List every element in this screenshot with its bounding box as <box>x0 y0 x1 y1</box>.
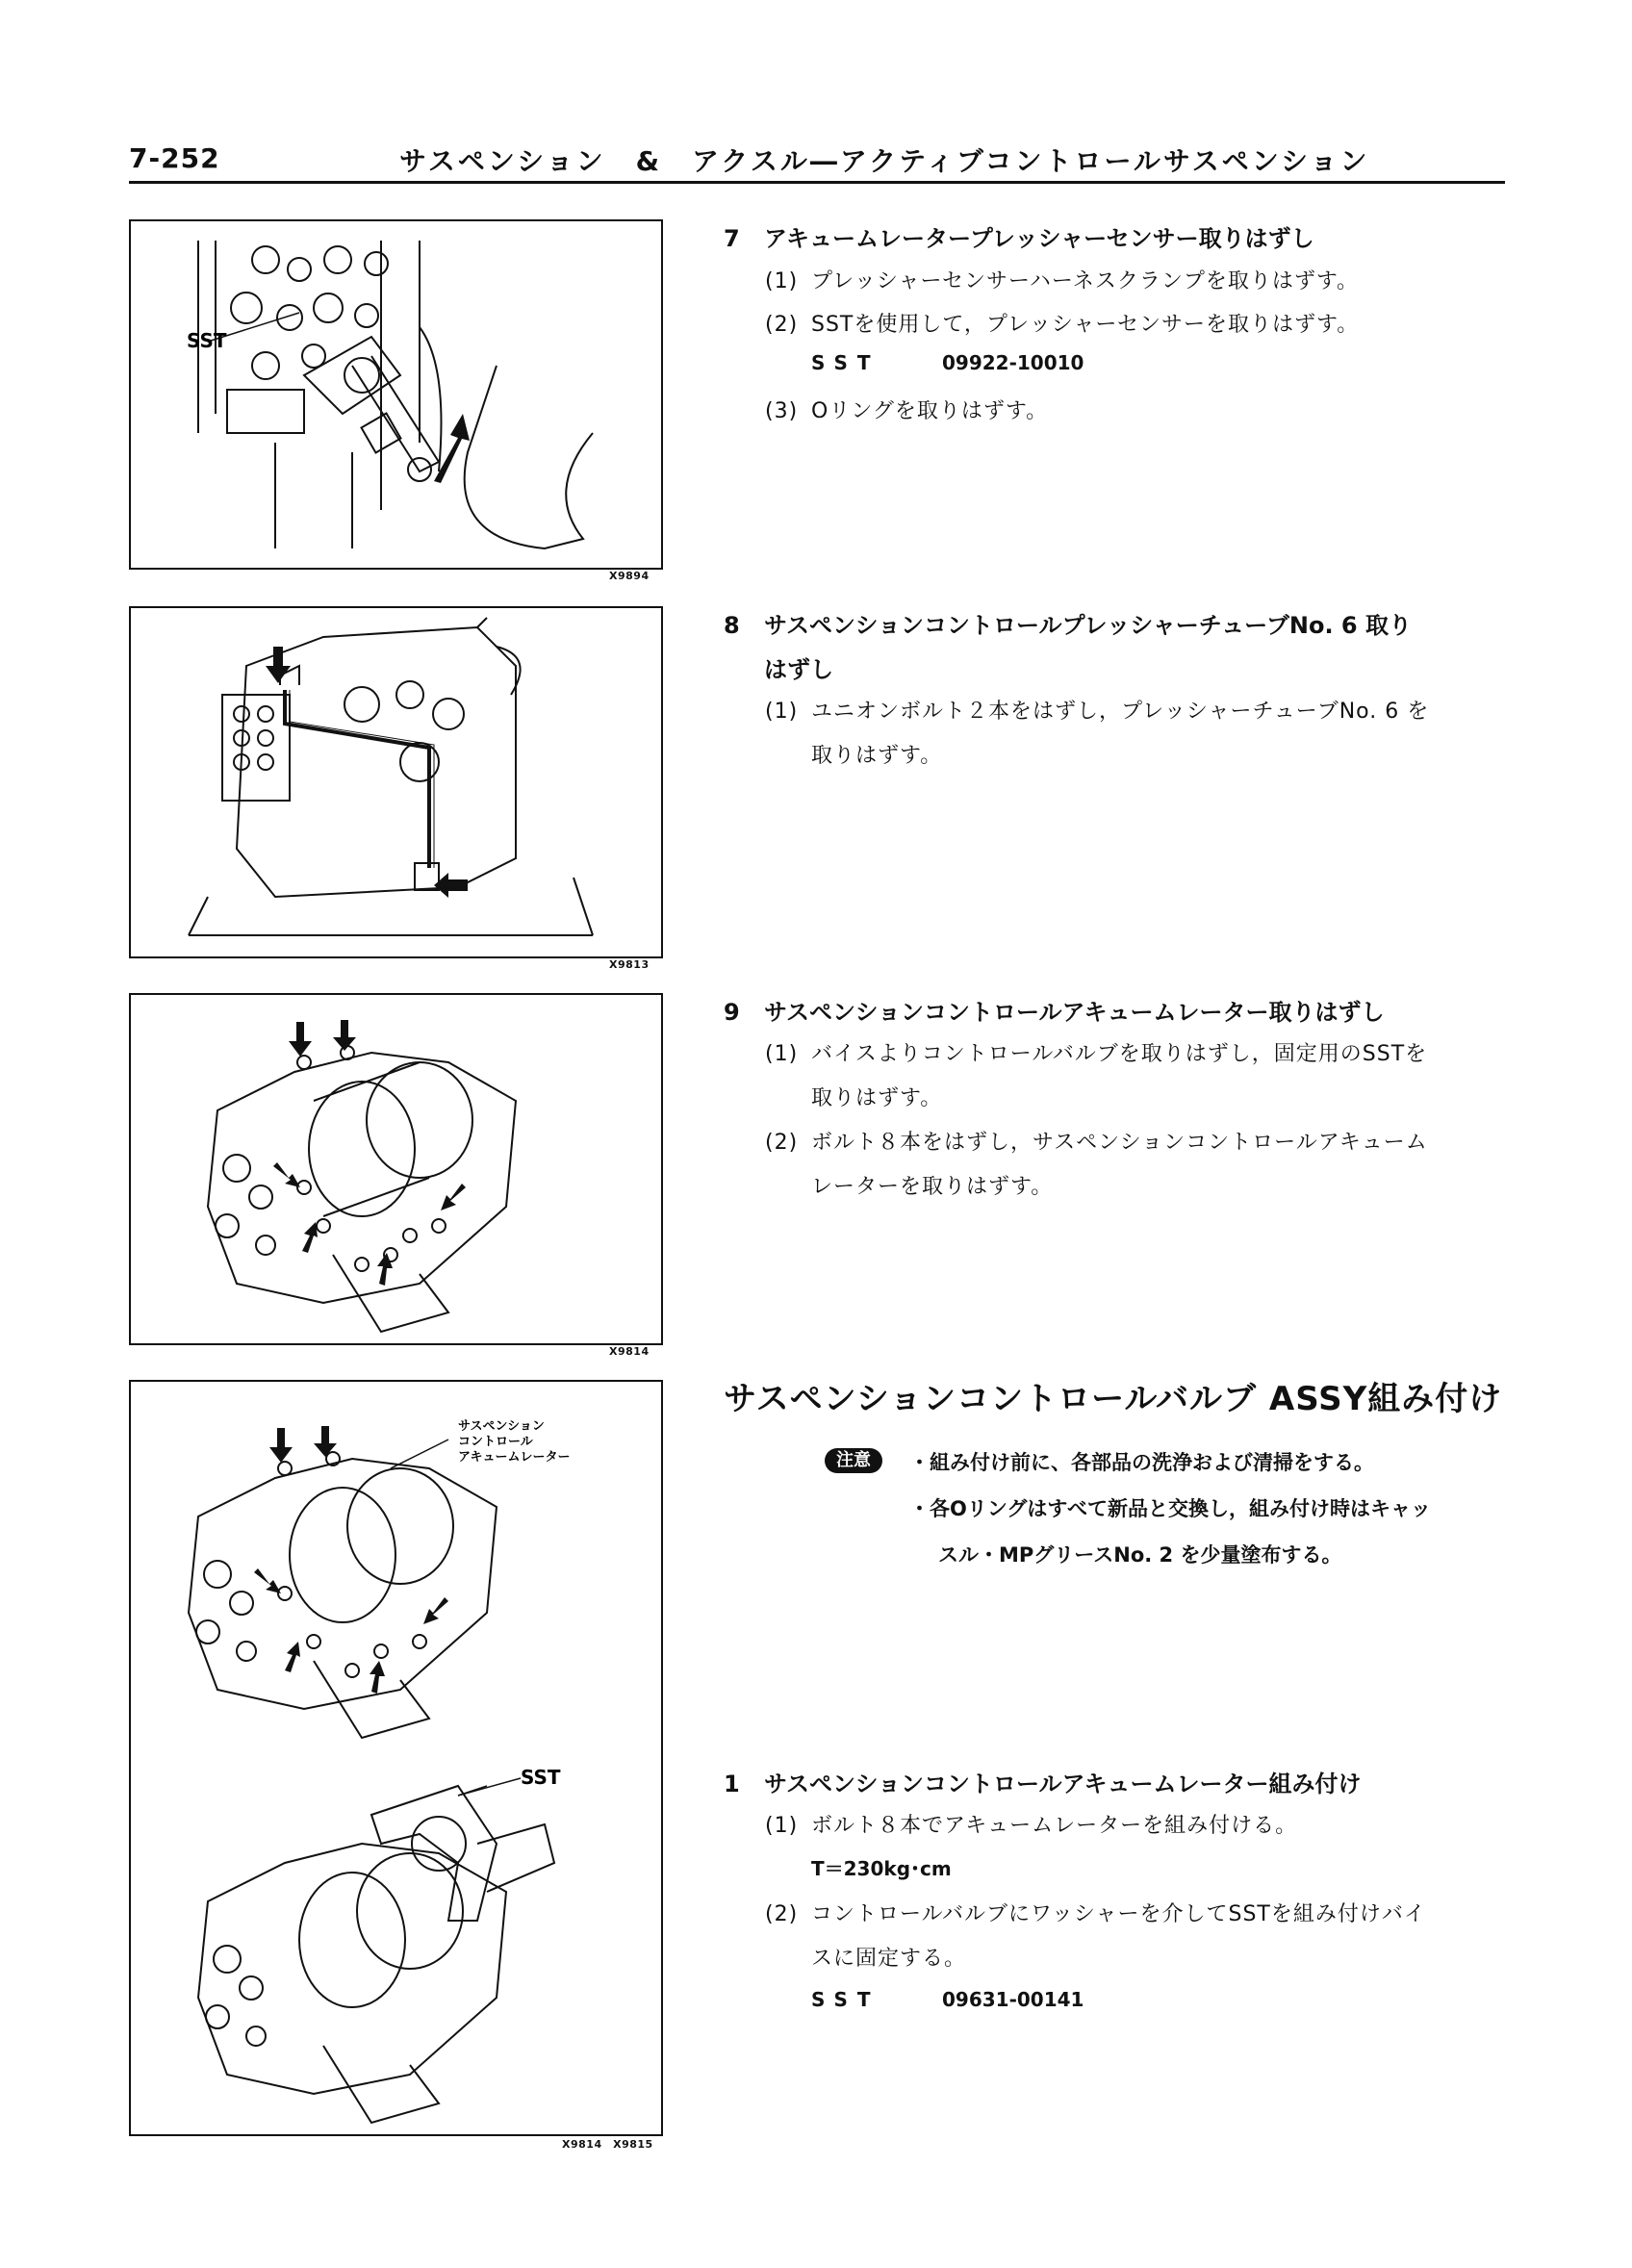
figure-pressure-sensor-removal <box>129 219 663 570</box>
illustration-accumulator <box>131 995 661 1343</box>
assembly-step-1-item-1: (1) ボルト８本でアキュームレーターを組み付ける。 <box>765 1814 1298 1838</box>
arrow-icon <box>289 1022 312 1057</box>
figure-code: X9813 <box>609 958 650 971</box>
step-7-item-3: (3) Oリングを取りはずす。 <box>765 399 1049 423</box>
arrow-icon <box>441 1184 466 1210</box>
caution-note-2: ・各Oリングはすべて新品と交換し，組み付け時はキャッ <box>909 1497 1432 1520</box>
assembly-step-1-title: 1 サスペンションコントロールアキュームレーター組み付け <box>724 1771 1362 1797</box>
figure-pressure-tube-removal <box>129 606 663 958</box>
figure-accumulator-removal <box>129 993 663 1345</box>
page-header-title: サスペンション & アクスル―アクティブコントロールサスペンション <box>399 145 1370 177</box>
illustration-pressure-tube <box>131 608 661 956</box>
sst-callout: SST <box>521 1766 561 1789</box>
illustration-accumulator-installation <box>131 1382 661 2134</box>
arrow-icon <box>302 1222 318 1253</box>
arrow-icon <box>254 1568 281 1593</box>
step-9-item-1: (1) バイスよりコントロールバルブを取りはずし，固定用のSSTを <box>765 1042 1428 1066</box>
assembly-step-1-item-2: (2) コントロールバルブにワッシャーを介してSSTを組み付けバイ <box>765 1902 1426 1926</box>
assembly-step-1-item-2-cont: スに固定する。 <box>811 1947 967 1971</box>
figure-code: X9814 X9815 <box>562 2138 653 2151</box>
step-9-item-2: (2) ボルト８本をはずし，サスペンションコントロールアキューム <box>765 1131 1428 1155</box>
header-rule <box>129 181 1505 184</box>
step-9-item-2-cont: レーターを取りはずす。 <box>811 1175 1054 1199</box>
accumulator-callout-line3: アキュームレーター <box>458 1450 571 1465</box>
arrow-icon <box>370 1661 385 1694</box>
figure-code: X9814 <box>609 1345 650 1358</box>
arrow-icon <box>423 1597 448 1624</box>
arrow-icon <box>377 1253 393 1286</box>
accumulator-callout-line1: サスペンション <box>458 1419 545 1434</box>
figure-code: X9894 <box>609 570 650 582</box>
figure-accumulator-installation <box>129 1380 663 2136</box>
step-8-title: 8 サスペンションコントロールプレッシャーチューブNo. 6 取り <box>724 612 1412 639</box>
section-heading: サスペンションコントロールバルブ ASSY組み付け <box>724 1380 1503 1418</box>
step-8-item-1: (1) ユニオンボルト２本をはずし，プレッシャーチューブNo. 6 を <box>765 700 1430 724</box>
step-8-item-1-cont: 取りはずす。 <box>811 744 943 768</box>
sst-callout: SST <box>187 329 227 352</box>
assembly-step-1-sst: SST 09631-00141 <box>811 1988 1084 2011</box>
arrow-down-icon <box>266 647 291 683</box>
arrow-icon <box>269 1428 293 1463</box>
caution-note-3: スル・MPグリースNo. 2 を少量塗布する。 <box>938 1543 1342 1567</box>
arrow-icon <box>285 1642 300 1672</box>
accumulator-callout-line2: コントロール <box>458 1435 533 1449</box>
arrow-icon <box>273 1162 300 1187</box>
illustration-pressure-sensor <box>131 221 661 568</box>
caution-badge: 注意 <box>825 1448 882 1473</box>
step-7-item-2: (2) SSTを使用して，プレッシャーセンサーを取りはずす。 <box>765 313 1360 337</box>
torque-spec: T＝230kg･cm <box>811 1857 952 1880</box>
step-7-sst: SST 09922-10010 <box>811 351 1084 374</box>
caution-note-1: ・組み付け前に、各部品の洗浄および清掃をする。 <box>909 1451 1374 1474</box>
step-9-title: 9 サスペンションコントロールアキュームレーター取りはずし <box>724 999 1385 1026</box>
step-9-item-1-cont: 取りはずす。 <box>811 1086 943 1110</box>
step-8-title-cont: はずし <box>764 656 833 683</box>
arrow-icon <box>333 1020 356 1051</box>
step-7-title: 7 アキュームレータープレッシャーセンサー取りはずし <box>724 225 1314 252</box>
page-number: 7-252 <box>129 142 220 174</box>
step-7-item-1: (1) プレッシャーセンサーハーネスクランプを取りはずす。 <box>765 269 1360 293</box>
